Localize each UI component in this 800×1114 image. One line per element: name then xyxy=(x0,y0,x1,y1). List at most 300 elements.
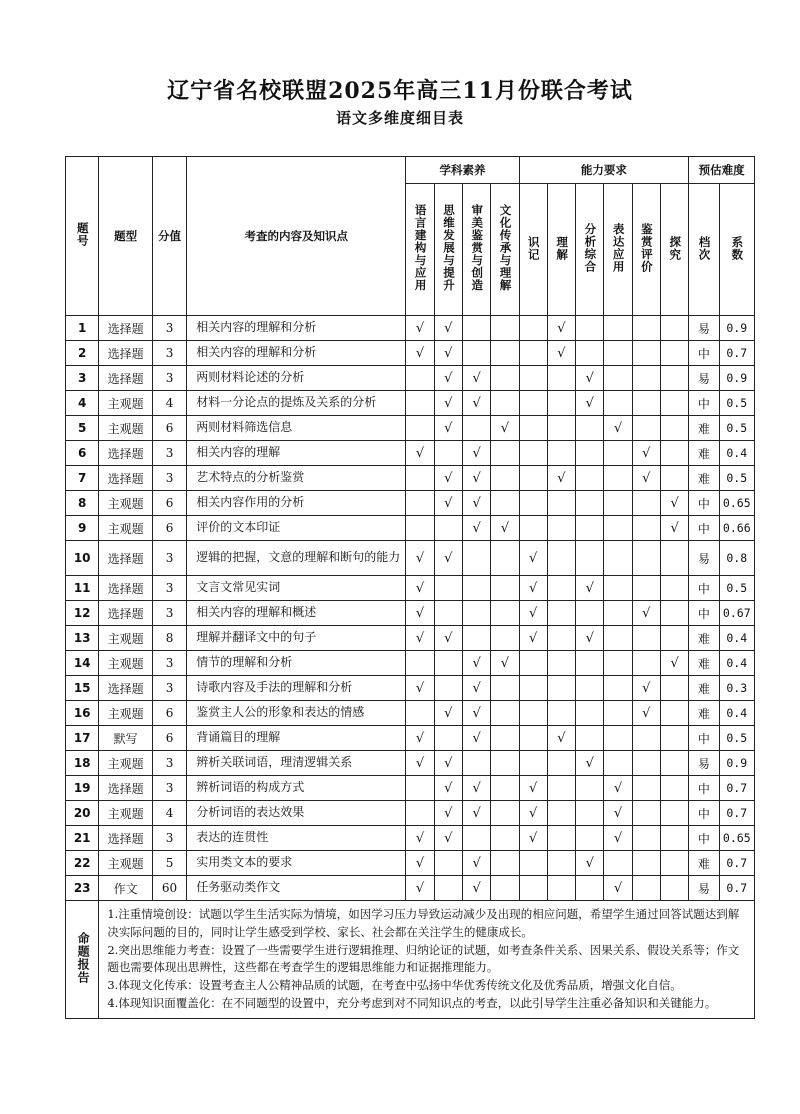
literacy-check-cell xyxy=(491,876,519,901)
ability-check-cell xyxy=(547,441,575,466)
literacy-check-cell: √ xyxy=(491,516,519,541)
header-no: 题号 xyxy=(66,157,99,316)
literacy-check-cell: √ xyxy=(434,701,462,726)
ability-check-cell xyxy=(519,341,547,366)
difficulty-coefficient: 0.7 xyxy=(719,876,754,901)
ability-check-cell xyxy=(547,366,575,391)
header-ability-col: 探究 xyxy=(660,184,688,316)
header-literacy-col: 思维发展与提升 xyxy=(434,184,462,316)
question-type: 默写 xyxy=(99,726,153,751)
question-content: 理解并翻译文中的句子 xyxy=(187,626,406,651)
question-number: 6 xyxy=(66,441,99,466)
difficulty-level: 难 xyxy=(689,851,719,876)
ability-check-cell xyxy=(660,391,688,416)
ability-check-cell xyxy=(604,516,632,541)
literacy-check-cell: √ xyxy=(434,491,462,516)
literacy-check-cell: √ xyxy=(462,876,490,901)
difficulty-level: 难 xyxy=(689,466,719,491)
ability-check-cell: √ xyxy=(547,316,575,341)
literacy-check-cell xyxy=(462,601,490,626)
ability-check-cell xyxy=(660,416,688,441)
literacy-check-cell: √ xyxy=(434,776,462,801)
header-literacy-col: 文化传承与理解 xyxy=(491,184,519,316)
spec-table xyxy=(65,156,755,1019)
page-title: 辽宁省名校联盟2025年高三11月份联合考试 xyxy=(167,78,633,104)
page-subtitle: 语文多维度细目表 xyxy=(335,109,464,127)
difficulty-coefficient: 0.4 xyxy=(719,651,754,676)
question-type: 选择题 xyxy=(99,466,153,491)
literacy-check-cell xyxy=(491,391,519,416)
ability-check-cell xyxy=(604,751,632,776)
literacy-check-cell xyxy=(434,726,462,751)
table-row xyxy=(66,876,755,901)
question-score: 3 xyxy=(152,316,186,341)
table-row xyxy=(66,726,755,751)
question-type: 选择题 xyxy=(99,601,153,626)
literacy-check-cell xyxy=(462,751,490,776)
literacy-check-cell: √ xyxy=(406,601,434,626)
ability-check-cell xyxy=(547,651,575,676)
difficulty-coefficient: 0.3 xyxy=(719,676,754,701)
literacy-check-cell: √ xyxy=(462,441,490,466)
ability-check-cell xyxy=(576,491,604,516)
ability-check-cell xyxy=(632,516,660,541)
ability-check-cell xyxy=(576,801,604,826)
question-type: 主观题 xyxy=(99,751,153,776)
ability-check-cell xyxy=(576,516,604,541)
header-ability-col: 分析综合 xyxy=(576,184,604,316)
table-row xyxy=(66,441,755,466)
literacy-check-cell xyxy=(434,601,462,626)
table-row xyxy=(66,341,755,366)
literacy-check-cell xyxy=(491,776,519,801)
header-type: 题型 xyxy=(99,157,153,316)
ability-check-cell xyxy=(660,601,688,626)
header-difficulty-col: 系数 xyxy=(719,184,754,316)
difficulty-level: 易 xyxy=(689,876,719,901)
question-score: 3 xyxy=(152,751,186,776)
difficulty-level: 中 xyxy=(689,576,719,601)
ability-check-cell xyxy=(632,576,660,601)
difficulty-coefficient: 0.67 xyxy=(719,601,754,626)
ability-check-cell xyxy=(660,466,688,491)
ability-check-cell: √ xyxy=(576,626,604,651)
ability-check-cell xyxy=(547,541,575,576)
ability-check-cell xyxy=(576,651,604,676)
ability-check-cell xyxy=(519,876,547,901)
ability-check-cell: √ xyxy=(576,366,604,391)
literacy-check-cell xyxy=(491,366,519,391)
difficulty-level: 中 xyxy=(689,826,719,851)
difficulty-coefficient: 0.7 xyxy=(719,851,754,876)
literacy-check-cell xyxy=(491,601,519,626)
difficulty-coefficient: 0.5 xyxy=(719,466,754,491)
ability-check-cell xyxy=(660,366,688,391)
ability-check-cell xyxy=(660,851,688,876)
literacy-check-cell: √ xyxy=(406,341,434,366)
difficulty-coefficient: 0.7 xyxy=(719,801,754,826)
question-number: 22 xyxy=(66,851,99,876)
literacy-check-cell xyxy=(434,576,462,601)
ability-check-cell xyxy=(660,876,688,901)
literacy-check-cell: √ xyxy=(434,391,462,416)
question-type: 主观题 xyxy=(99,626,153,651)
ability-check-cell xyxy=(519,751,547,776)
question-score: 4 xyxy=(152,801,186,826)
literacy-check-cell xyxy=(406,776,434,801)
question-content: 逻辑的把握，文意的理解和断句的能力 xyxy=(187,541,406,576)
literacy-check-cell xyxy=(462,316,490,341)
ability-check-cell xyxy=(660,316,688,341)
literacy-check-cell: √ xyxy=(406,676,434,701)
literacy-check-cell xyxy=(491,576,519,601)
question-content: 两则材料论述的分析 xyxy=(187,366,406,391)
ability-check-cell xyxy=(576,316,604,341)
literacy-check-cell xyxy=(406,366,434,391)
ability-check-cell xyxy=(519,701,547,726)
ability-check-cell xyxy=(660,776,688,801)
table-row xyxy=(66,701,755,726)
ability-check-cell xyxy=(660,726,688,751)
ability-check-cell xyxy=(519,676,547,701)
question-number: 2 xyxy=(66,341,99,366)
question-number: 11 xyxy=(66,576,99,601)
ability-check-cell: √ xyxy=(576,851,604,876)
ability-check-cell xyxy=(632,491,660,516)
question-number: 18 xyxy=(66,751,99,776)
table-row xyxy=(66,676,755,701)
difficulty-level: 易 xyxy=(689,751,719,776)
question-score: 6 xyxy=(152,701,186,726)
table-row xyxy=(66,626,755,651)
question-score: 8 xyxy=(152,626,186,651)
header-literacy-col: 语言建构与应用 xyxy=(406,184,434,316)
ability-check-cell xyxy=(547,751,575,776)
ability-check-cell: √ xyxy=(660,491,688,516)
literacy-check-cell: √ xyxy=(462,651,490,676)
question-content: 评价的文本印证 xyxy=(187,516,406,541)
question-number: 16 xyxy=(66,701,99,726)
ability-check-cell xyxy=(576,726,604,751)
difficulty-coefficient: 0.7 xyxy=(719,341,754,366)
question-type: 主观题 xyxy=(99,651,153,676)
ability-check-cell xyxy=(632,851,660,876)
ability-check-cell: √ xyxy=(604,776,632,801)
difficulty-coefficient: 0.8 xyxy=(719,541,754,576)
question-content: 艺术特点的分析鉴赏 xyxy=(187,466,406,491)
table-row xyxy=(66,541,755,576)
difficulty-coefficient: 0.4 xyxy=(719,701,754,726)
literacy-check-cell xyxy=(491,851,519,876)
literacy-check-cell xyxy=(406,416,434,441)
table-row xyxy=(66,491,755,516)
question-number: 20 xyxy=(66,801,99,826)
ability-check-cell: √ xyxy=(660,651,688,676)
ability-check-cell xyxy=(547,776,575,801)
ability-check-cell xyxy=(547,851,575,876)
header-group-ability: 能力要求 xyxy=(519,157,689,184)
table-row xyxy=(66,651,755,676)
literacy-check-cell: √ xyxy=(434,416,462,441)
header-score: 分值 xyxy=(152,157,186,316)
ability-check-cell: √ xyxy=(576,751,604,776)
ability-check-cell xyxy=(576,701,604,726)
ability-check-cell xyxy=(547,701,575,726)
question-score: 3 xyxy=(152,826,186,851)
literacy-check-cell: √ xyxy=(491,416,519,441)
ability-check-cell xyxy=(547,626,575,651)
ability-check-cell xyxy=(604,391,632,416)
ability-check-cell xyxy=(604,441,632,466)
question-type: 选择题 xyxy=(99,776,153,801)
literacy-check-cell xyxy=(406,701,434,726)
report-paragraph: 3.体现文化传承：设置考查主人公精神品质的试题，在考查中弘扬中华优秀传统文化及优秀品质，增强文化自信。 xyxy=(107,978,682,993)
difficulty-level: 易 xyxy=(689,316,719,341)
literacy-check-cell xyxy=(406,516,434,541)
question-score: 60 xyxy=(152,876,186,901)
question-content: 诗歌内容及手法的理解和分析 xyxy=(187,676,406,701)
difficulty-level: 难 xyxy=(689,626,719,651)
difficulty-level: 中 xyxy=(689,491,719,516)
literacy-check-cell: √ xyxy=(491,651,519,676)
ability-check-cell: √ xyxy=(519,601,547,626)
literacy-check-cell xyxy=(491,826,519,851)
ability-check-cell: √ xyxy=(519,541,547,576)
report-paragraph: 4.体现知识面覆盖化：在不同题型的设置中，充分考虑到对不同知识点的考查，以此引导学生注重必备知识和关键能力。 xyxy=(107,996,717,1011)
question-score: 4 xyxy=(152,391,186,416)
question-score: 3 xyxy=(152,366,186,391)
table-row xyxy=(66,391,755,416)
question-score: 3 xyxy=(152,676,186,701)
literacy-check-cell: √ xyxy=(406,626,434,651)
question-content: 实用类文本的要求 xyxy=(187,851,406,876)
ability-check-cell xyxy=(604,491,632,516)
question-score: 6 xyxy=(152,491,186,516)
question-number: 5 xyxy=(66,416,99,441)
ability-check-cell xyxy=(632,366,660,391)
ability-check-cell xyxy=(604,851,632,876)
question-number: 10 xyxy=(66,541,99,576)
ability-check-cell: √ xyxy=(604,801,632,826)
ability-check-cell xyxy=(660,751,688,776)
question-content: 相关内容的理解 xyxy=(187,441,406,466)
ability-check-cell xyxy=(576,826,604,851)
question-type: 选择题 xyxy=(99,316,153,341)
ability-check-cell xyxy=(632,876,660,901)
difficulty-coefficient: 0.66 xyxy=(719,516,754,541)
question-number: 9 xyxy=(66,516,99,541)
difficulty-level: 难 xyxy=(689,651,719,676)
ability-check-cell xyxy=(547,676,575,701)
question-number: 7 xyxy=(66,466,99,491)
ability-check-cell xyxy=(604,676,632,701)
ability-check-cell: √ xyxy=(632,601,660,626)
ability-check-cell xyxy=(632,316,660,341)
ability-check-cell xyxy=(660,801,688,826)
ability-check-cell xyxy=(632,341,660,366)
ability-check-cell: √ xyxy=(632,701,660,726)
literacy-check-cell xyxy=(491,626,519,651)
literacy-check-cell: √ xyxy=(406,876,434,901)
header-content: 考查的内容及知识点 xyxy=(187,157,406,316)
difficulty-level: 中 xyxy=(689,801,719,826)
ability-check-cell xyxy=(547,801,575,826)
literacy-check-cell xyxy=(462,416,490,441)
report-label: 命题报告 xyxy=(66,901,99,1019)
literacy-check-cell xyxy=(406,491,434,516)
literacy-check-cell xyxy=(462,576,490,601)
question-number: 1 xyxy=(66,316,99,341)
ability-check-cell xyxy=(660,826,688,851)
ability-check-cell: √ xyxy=(604,416,632,441)
literacy-check-cell: √ xyxy=(462,366,490,391)
literacy-check-cell xyxy=(491,466,519,491)
question-type: 选择题 xyxy=(99,676,153,701)
question-content: 分析词语的表达效果 xyxy=(187,801,406,826)
question-score: 3 xyxy=(152,441,186,466)
table-row xyxy=(66,826,755,851)
table-row xyxy=(66,576,755,601)
question-score: 6 xyxy=(152,516,186,541)
ability-check-cell xyxy=(604,576,632,601)
question-content: 任务驱动类作文 xyxy=(187,876,406,901)
literacy-check-cell xyxy=(434,516,462,541)
header-group-difficulty: 预估难度 xyxy=(689,157,755,184)
ability-check-cell xyxy=(604,366,632,391)
table-body xyxy=(66,316,755,901)
literacy-check-cell xyxy=(462,626,490,651)
difficulty-level: 难 xyxy=(689,676,719,701)
ability-check-cell xyxy=(547,601,575,626)
literacy-check-cell xyxy=(434,676,462,701)
literacy-check-cell: √ xyxy=(462,726,490,751)
ability-check-cell xyxy=(604,626,632,651)
ability-check-cell: √ xyxy=(576,391,604,416)
literacy-check-cell: √ xyxy=(462,851,490,876)
literacy-check-cell xyxy=(462,341,490,366)
difficulty-level: 中 xyxy=(689,601,719,626)
ability-check-cell: √ xyxy=(604,826,632,851)
ability-check-cell xyxy=(632,651,660,676)
question-type: 选择题 xyxy=(99,576,153,601)
ability-check-cell: √ xyxy=(632,466,660,491)
header-ability-col: 理解 xyxy=(547,184,575,316)
ability-check-cell: √ xyxy=(519,576,547,601)
question-score: 3 xyxy=(152,601,186,626)
ability-check-cell xyxy=(547,516,575,541)
difficulty-level: 中 xyxy=(689,341,719,366)
question-score: 6 xyxy=(152,416,186,441)
ability-check-cell xyxy=(519,851,547,876)
ability-check-cell: √ xyxy=(519,801,547,826)
question-content: 文言文常见实词 xyxy=(187,576,406,601)
ability-check-cell xyxy=(660,626,688,651)
literacy-check-cell: √ xyxy=(462,391,490,416)
question-score: 5 xyxy=(152,851,186,876)
literacy-check-cell xyxy=(491,441,519,466)
ability-check-cell xyxy=(604,541,632,576)
ability-check-cell xyxy=(547,826,575,851)
ability-check-cell xyxy=(576,541,604,576)
literacy-check-cell: √ xyxy=(462,466,490,491)
ability-check-cell xyxy=(519,651,547,676)
question-type: 选择题 xyxy=(99,441,153,466)
literacy-check-cell xyxy=(406,391,434,416)
header-group-literacy: 学科素养 xyxy=(406,157,519,184)
question-score: 3 xyxy=(152,466,186,491)
ability-check-cell xyxy=(632,391,660,416)
question-score: 3 xyxy=(152,576,186,601)
ability-check-cell xyxy=(660,701,688,726)
ability-check-cell xyxy=(632,726,660,751)
ability-check-cell xyxy=(604,601,632,626)
ability-check-cell xyxy=(660,541,688,576)
table-row xyxy=(66,316,755,341)
literacy-check-cell: √ xyxy=(434,826,462,851)
difficulty-level: 难 xyxy=(689,416,719,441)
ability-check-cell xyxy=(547,876,575,901)
literacy-check-cell xyxy=(491,751,519,776)
literacy-check-cell xyxy=(491,316,519,341)
literacy-check-cell: √ xyxy=(434,366,462,391)
ability-check-cell xyxy=(547,416,575,441)
question-type: 选择题 xyxy=(99,826,153,851)
question-content: 辨析关联词语，理清逻辑关系 xyxy=(187,751,406,776)
ability-check-cell xyxy=(519,726,547,751)
question-score: 6 xyxy=(152,726,186,751)
literacy-check-cell: √ xyxy=(434,541,462,576)
ability-check-cell xyxy=(576,341,604,366)
question-content: 相关内容的理解和分析 xyxy=(187,316,406,341)
literacy-check-cell: √ xyxy=(434,316,462,341)
question-type: 选择题 xyxy=(99,341,153,366)
ability-check-cell xyxy=(576,441,604,466)
literacy-check-cell: √ xyxy=(406,576,434,601)
ability-check-cell: √ xyxy=(632,441,660,466)
question-score: 3 xyxy=(152,776,186,801)
question-type: 主观题 xyxy=(99,416,153,441)
ability-check-cell xyxy=(576,601,604,626)
ability-check-cell xyxy=(632,541,660,576)
literacy-check-cell: √ xyxy=(462,776,490,801)
difficulty-coefficient: 0.9 xyxy=(719,751,754,776)
ability-check-cell xyxy=(604,341,632,366)
report-content xyxy=(99,901,755,1019)
literacy-check-cell xyxy=(434,876,462,901)
literacy-check-cell: √ xyxy=(434,626,462,651)
header-ability-col: 识记 xyxy=(519,184,547,316)
question-score: 3 xyxy=(152,541,186,576)
literacy-check-cell xyxy=(406,801,434,826)
question-content: 辨析词语的构成方式 xyxy=(187,776,406,801)
ability-check-cell xyxy=(632,626,660,651)
ability-check-cell: √ xyxy=(632,676,660,701)
question-content: 相关内容的理解和分析 xyxy=(187,341,406,366)
ability-check-cell xyxy=(604,316,632,341)
ability-check-cell xyxy=(576,466,604,491)
table-row xyxy=(66,801,755,826)
literacy-check-cell xyxy=(462,826,490,851)
ability-check-cell xyxy=(632,801,660,826)
difficulty-coefficient: 0.9 xyxy=(719,316,754,341)
ability-check-cell xyxy=(519,441,547,466)
difficulty-coefficient: 0.5 xyxy=(719,726,754,751)
ability-check-cell xyxy=(660,576,688,601)
header-difficulty-col: 档次 xyxy=(689,184,719,316)
ability-check-cell xyxy=(660,676,688,701)
literacy-check-cell xyxy=(434,441,462,466)
literacy-check-cell xyxy=(491,701,519,726)
